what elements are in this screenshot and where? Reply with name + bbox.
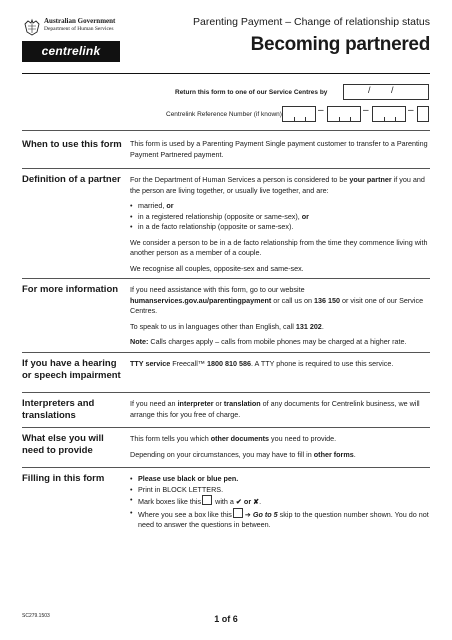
reference-number-field-4[interactable] <box>417 106 429 122</box>
reference-number-field-2[interactable] <box>327 106 361 122</box>
more-info-heading: For more information <box>22 284 119 295</box>
what-else-text: This form tells you which other documents you need to provide. Depending on your circumstances, you may have to fill in other forms. <box>130 434 356 459</box>
section-divider <box>22 278 430 279</box>
interpreters-heading: Interpreters and translations <box>22 398 95 421</box>
definition-text: For the Department of Human Services a person is considered to be your partner if you and the person are living together, or usually live together, and are: • married, or • in a registered relationship (opposite or same-sex), or • in a de facto relationship (opposite or same-sex). We consider a person to be in a de facto relationship from the time they commence living with another person as a member of a couple. We recognise all couples, opposite-sex and same-sex. <box>130 175 430 279</box>
hearing-text: TTY service Freecall™ 1800 810 586. A TTY phone is required to use this service. <box>130 359 394 368</box>
form-subtitle: Parenting Payment – Change of relationship status <box>193 16 430 28</box>
more-info-text: If you need assistance with this form, go to our website humanservices.gov.au/parentingpayment or call us on 136 150 or visit one of our Service Centres. To speak to us in languages other than English, call 131 202. Note: Calls charges apply – calls from mobile phones may be charged at a higher rate. <box>130 285 424 346</box>
section-divider <box>22 467 430 468</box>
return-date-field[interactable] <box>343 84 429 100</box>
reference-number-field-1[interactable] <box>282 106 316 122</box>
reference-number-field-3[interactable] <box>372 106 406 122</box>
what-else-heading: What else you will need to provide <box>22 433 104 456</box>
date-separator: / <box>391 85 394 95</box>
page-number: 1 of 6 <box>214 614 238 624</box>
definition-heading: Definition of a partner <box>22 174 121 185</box>
filling-heading: Filling in this form <box>22 473 105 484</box>
example-goto-box <box>233 508 243 518</box>
interpreters-text: If you need an interpreter or translation of any documents for Centrelink business, we will arrange this for you free of charge. <box>130 399 420 419</box>
when-text: This form is used by a Parenting Payment Single payment customer to transfer to a Parenting Payment Partnered payment. <box>130 139 428 159</box>
hearing-heading: If you have a hearing or speech impairment <box>22 358 121 381</box>
when-heading: When to use this form <box>22 139 122 150</box>
reference-divider <box>22 130 430 131</box>
return-date-label: Return this form to one of our Service Centres by <box>175 89 328 96</box>
government-name: Australian Government <box>44 17 116 25</box>
reference-number-label: Centrelink Reference Number (if known) <box>166 111 282 118</box>
centrelink-logo: centrelink <box>22 41 120 62</box>
section-divider <box>22 427 430 428</box>
tick-cross-icon: ✔ or ✘ <box>235 497 260 506</box>
website-link[interactable]: humanservices.gov.au/parentingpayment <box>130 295 272 305</box>
section-divider <box>22 392 430 393</box>
section-divider <box>22 168 430 169</box>
reference-separator: – <box>363 105 369 116</box>
example-checkbox <box>202 495 212 505</box>
reference-separator: – <box>408 105 414 116</box>
header-divider <box>22 73 430 74</box>
reference-separator: – <box>318 105 324 116</box>
department-name: Department of Human Services <box>44 26 114 32</box>
form-title: Becoming partnered <box>250 34 430 55</box>
date-separator: / <box>368 85 371 95</box>
form-code: SC279.1503 <box>22 613 50 619</box>
filling-text: • Please use black or blue pen. • Print in BLOCK LETTERS. • Mark boxes like this with a ✔ or ✘. • Where you see a box like this ➔ Go to 5 skip to the question number shown. You do not need to answer the questions in between. <box>130 474 430 531</box>
arrow-right-icon: ➔ <box>242 509 253 519</box>
coat-of-arms-icon <box>22 18 42 38</box>
section-divider <box>22 352 430 353</box>
